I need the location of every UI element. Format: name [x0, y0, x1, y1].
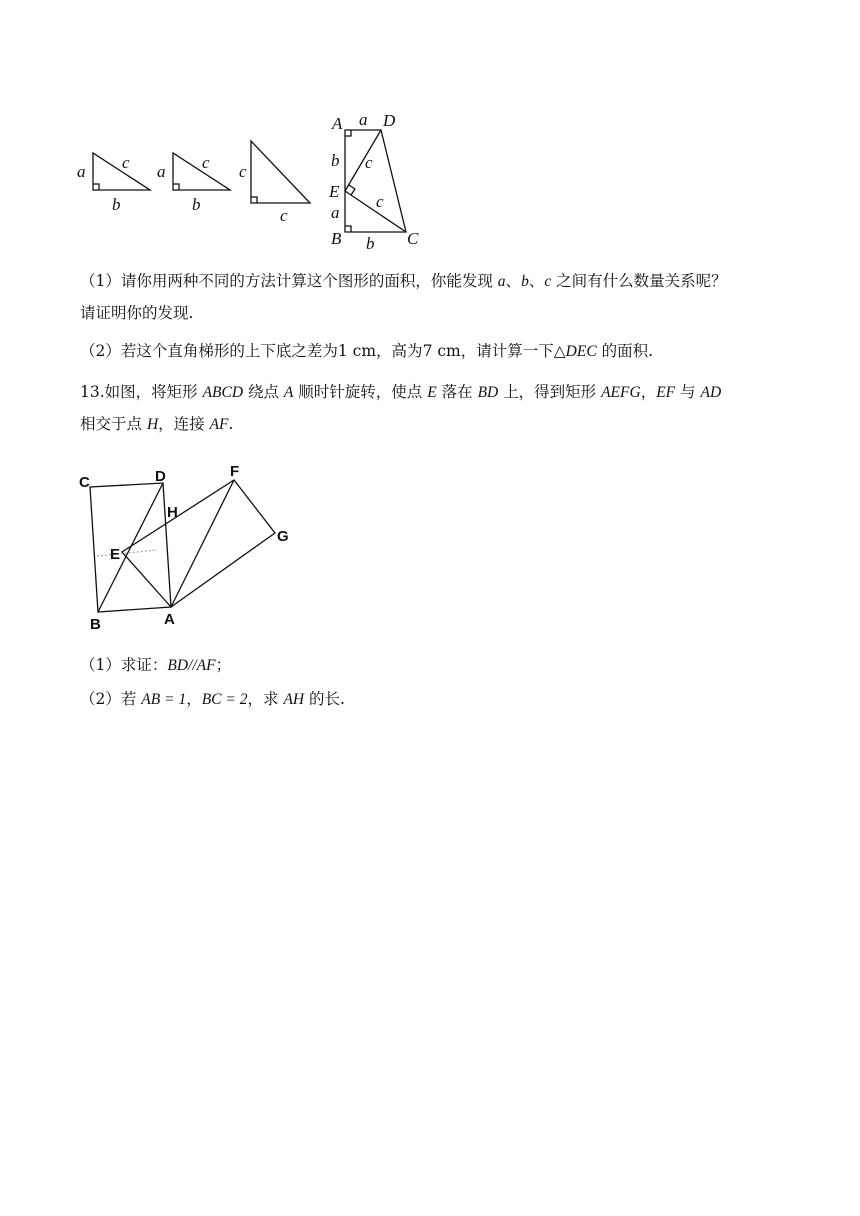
label-t3-c-left: c: [239, 162, 247, 181]
label-trap-b-bottom: b: [366, 234, 375, 253]
trapezoid-outline: [345, 130, 406, 232]
label-t1-a: a: [77, 162, 86, 181]
right-angle-mark-E: [349, 185, 355, 195]
right-angle-mark-B: [345, 226, 351, 232]
right-angle-mark-3: [251, 197, 257, 203]
label-point-A: A: [164, 611, 175, 628]
label-point-C: C: [79, 474, 90, 491]
label-t2-a: a: [157, 162, 166, 181]
label-point-E: E: [110, 546, 121, 563]
label-point-D: D: [383, 111, 396, 130]
problem13-statement-line1: 13.如图，将矩形 ABCD 绕点 A 顺时针旋转，使点 E 落在 BD 上，得到矩形 AEFG，EF 与 AD: [80, 383, 722, 401]
figure-rotated-rectangles: [75, 458, 305, 638]
label-point-B: B: [331, 229, 342, 248]
label-point-B: B: [90, 616, 101, 633]
right-angle-mark-A: [345, 130, 351, 136]
label-trap-c-upper: c: [365, 153, 373, 172]
label-point-A: A: [332, 114, 343, 133]
label-point-D: D: [155, 468, 166, 485]
label-trap-b-left: b: [331, 151, 340, 170]
figure-triangles-trapezoid: [70, 105, 430, 255]
rectangle-AEFG: [122, 480, 275, 607]
label-trap-a-top: a: [359, 110, 368, 129]
label-t2-c: c: [202, 153, 210, 172]
label-t3-c-bottom: c: [280, 206, 288, 225]
label-t1-b: b: [112, 195, 121, 214]
label-point-G: G: [277, 528, 289, 545]
right-angle-mark-1: [93, 184, 99, 190]
label-t2-b: b: [192, 195, 201, 214]
segment-ED: [345, 130, 381, 191]
problem13-statement-line2: 相交于点 H，连接 AF.: [80, 415, 234, 433]
label-t1-c: c: [122, 153, 130, 172]
triangle-3: [251, 141, 310, 203]
label-trap-c-lower: c: [376, 192, 384, 211]
segment-BD: [98, 483, 163, 612]
label-point-F: F: [230, 463, 240, 480]
problem12-q2: （2）若这个直角梯形的上下底之差为1 cm，高为7 cm，请计算一下△DEC 的面积.: [80, 342, 654, 360]
label-point-E: E: [329, 182, 340, 201]
problem12-q1-line2: 请证明你的发现.: [80, 304, 194, 322]
right-angle-mark-2: [173, 184, 179, 190]
problem13-q1: （1）求证：BD//AF；: [80, 656, 232, 674]
label-point-H: H: [167, 504, 178, 521]
segment-AF: [171, 480, 234, 607]
label-point-C: C: [407, 229, 419, 248]
problem13-q2: （2）若 AB = 1，BC = 2，求 AH 的长.: [80, 690, 345, 708]
problem12-q1-line1: （1）请你用两种不同的方法计算这个图形的面积，你能发现 a、b、c 之间有什么数量关系呢？: [80, 272, 727, 290]
label-trap-a-left: a: [331, 203, 340, 222]
